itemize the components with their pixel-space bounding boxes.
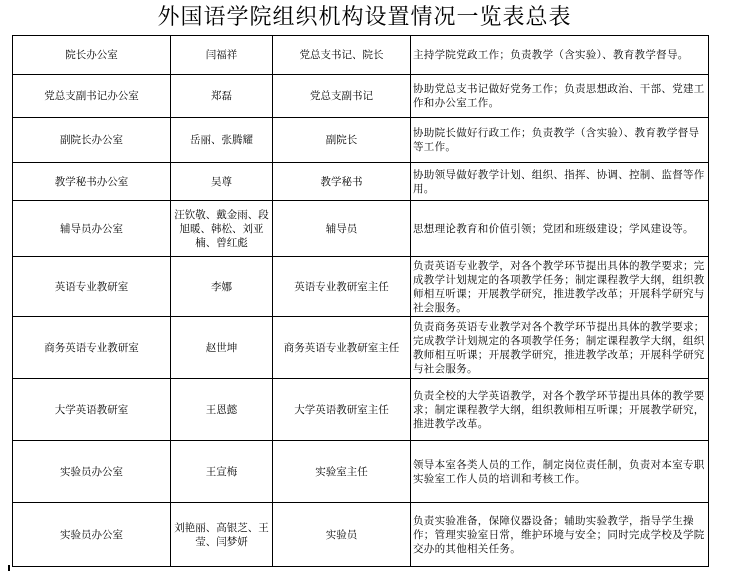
position-cell: 商务英语专业教研室主任 bbox=[273, 317, 411, 379]
office-cell: 辅导员办公室 bbox=[13, 201, 171, 257]
duties-cell: 协助党总支书记做好党务工作；负责思想政治、干部、党建工作和办公室工作。 bbox=[411, 75, 709, 118]
position-cell: 英语专业教研室主任 bbox=[273, 257, 411, 317]
table-row bbox=[13, 379, 709, 441]
office-cell: 党总支副书记办公室 bbox=[13, 75, 171, 118]
duties-cell: 思想理论教育和价值引领；党团和班级建设；学风建设等。 bbox=[411, 201, 709, 257]
duties-cell: 领导本室各类人员的工作，制定岗位责任制，负责对本室专职实验室工作人员的培训和考核工作。 bbox=[411, 441, 709, 503]
duties-cell: 负责实验准备，保障仪器设备；辅助实验教学，指导学生操作；管理实验室日常，维护环境与安全；同时完成学校及学院交办的其他相关任务。 bbox=[411, 503, 709, 567]
table-row bbox=[13, 163, 709, 201]
person-cell: 汪钦敬、戴金雨、段旭暖、韩松、刘亚楠、曾红彪 bbox=[171, 201, 273, 257]
position-cell: 实验室主任 bbox=[273, 441, 411, 503]
person-cell: 王宣梅 bbox=[171, 441, 273, 503]
organization-table bbox=[12, 35, 709, 567]
position-cell: 党总支书记、院长 bbox=[273, 36, 411, 75]
person-cell: 刘艳丽、高银芝、王莹、闫梦妍 bbox=[171, 503, 273, 567]
table-row bbox=[13, 317, 709, 379]
person-cell: 郑磊 bbox=[171, 75, 273, 118]
table-row bbox=[13, 201, 709, 257]
office-cell: 大学英语教研室 bbox=[13, 379, 171, 441]
position-cell: 副院长 bbox=[273, 118, 411, 163]
table-row bbox=[13, 36, 709, 75]
person-cell: 闫福祥 bbox=[171, 36, 273, 75]
duties-cell: 负责商务英语专业教学对各个教学环节提出具体的教学要求；完成教学计划规定的各项教学任务；制定课程教学大纲，组织教师相互听课；开展教学研究，推进教学改革；开展科学研究与社会服务。 bbox=[411, 317, 709, 379]
person-cell: 吴尊 bbox=[171, 163, 273, 201]
table-row bbox=[13, 257, 709, 317]
duties-cell: 协助院长做好行政工作；负责教学（含实验）、教育教学督导等工作。 bbox=[411, 118, 709, 163]
position-cell: 教学秘书 bbox=[273, 163, 411, 201]
office-cell: 副院长办公室 bbox=[13, 118, 171, 163]
position-cell: 辅导员 bbox=[273, 201, 411, 257]
duties-cell: 负责全校的大学英语教学，对各个教学环节提出具体的教学要求；制定课程教学大纲，组织教师相互听课；开展教学研究，推进教学改革。 bbox=[411, 379, 709, 441]
duties-cell: 协助领导做好教学计划、组织、指挥、协调、控制、监督等作用。 bbox=[411, 163, 709, 201]
person-cell: 王恩懿 bbox=[171, 379, 273, 441]
duties-cell: 主持学院党政工作；负责教学（含实验）、教育教学督导。 bbox=[411, 36, 709, 75]
person-cell: 岳丽、张腾耀 bbox=[171, 118, 273, 163]
position-cell: 大学英语教研室主任 bbox=[273, 379, 411, 441]
table-row bbox=[13, 75, 709, 118]
duties-cell: 负责英语专业教学，对各个教学环节提出具体的教学要求；完成教学计划规定的各项教学任务；制定课程教学大纲，组织教师相互听课；开展教学研究，推进教学改革；开展科学研究与社会服务。 bbox=[411, 257, 709, 317]
table-row bbox=[13, 503, 709, 567]
page-title: 外国语学院组织机构设置情况一览表总表 bbox=[157, 5, 572, 30]
position-cell: 党总支副书记 bbox=[273, 75, 411, 118]
table-row bbox=[13, 118, 709, 163]
page-corner-mark bbox=[8, 565, 10, 571]
office-cell: 实验员办公室 bbox=[13, 503, 171, 567]
office-cell: 院长办公室 bbox=[13, 36, 171, 75]
office-cell: 教学秘书办公室 bbox=[13, 163, 171, 201]
person-cell: 赵世坤 bbox=[171, 317, 273, 379]
table-row bbox=[13, 441, 709, 503]
office-cell: 英语专业教研室 bbox=[13, 257, 171, 317]
office-cell: 商务英语专业教研室 bbox=[13, 317, 171, 379]
office-cell: 实验员办公室 bbox=[13, 441, 171, 503]
position-cell: 实验员 bbox=[273, 503, 411, 567]
person-cell: 李娜 bbox=[171, 257, 273, 317]
